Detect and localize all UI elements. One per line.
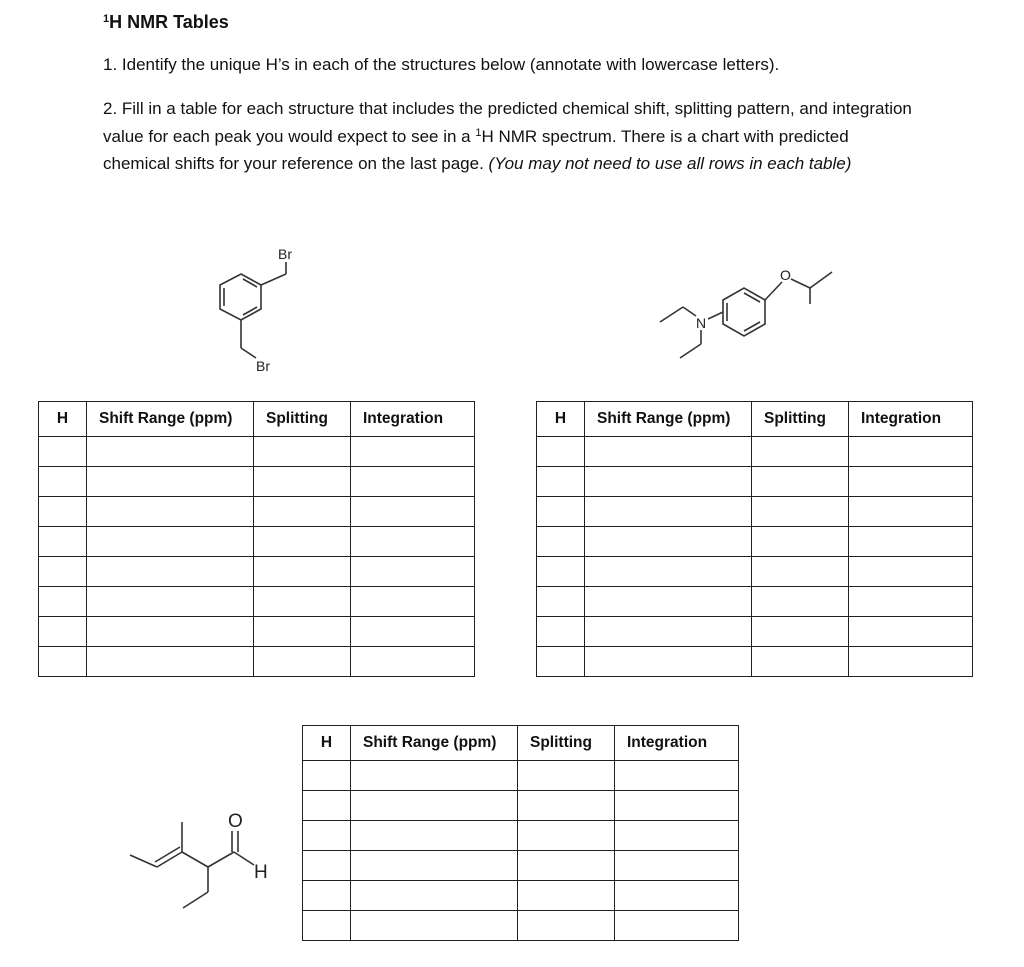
table-cell[interactable] [351, 911, 518, 941]
table-header-row [39, 402, 475, 437]
header-h: H [303, 726, 351, 761]
table-cell[interactable] [615, 911, 739, 941]
table-cell[interactable] [39, 587, 87, 617]
header-splitting: Splitting [518, 726, 615, 761]
table-cell[interactable] [537, 467, 585, 497]
table-cell[interactable] [537, 557, 585, 587]
table-cell[interactable] [849, 617, 973, 647]
table-row [39, 467, 475, 497]
table-cell[interactable] [39, 527, 87, 557]
table-cell[interactable] [303, 851, 351, 881]
nmr-table-1 [38, 401, 475, 677]
table-cell[interactable] [351, 467, 475, 497]
table-cell[interactable] [518, 791, 615, 821]
table-cell[interactable] [752, 437, 849, 467]
table-cell[interactable] [351, 647, 475, 677]
instruction-2 [103, 95, 918, 178]
table-cell[interactable] [254, 557, 351, 587]
table-cell[interactable] [615, 851, 739, 881]
table-cell[interactable] [303, 791, 351, 821]
table-row [537, 647, 973, 677]
header-shift-range: Shift Range (ppm) [351, 726, 518, 761]
table-cell[interactable] [537, 647, 585, 677]
table-cell[interactable] [752, 647, 849, 677]
table-cell[interactable] [518, 851, 615, 881]
table-cell[interactable] [39, 617, 87, 647]
table-cell[interactable] [351, 437, 475, 467]
table-cell[interactable] [351, 851, 518, 881]
table-cell[interactable] [351, 527, 475, 557]
table-row [39, 647, 475, 677]
table-cell[interactable] [254, 497, 351, 527]
structure-3-ethyl-methylpentenal [120, 805, 280, 915]
table-row [537, 527, 973, 557]
table-cell[interactable] [537, 437, 585, 467]
table-cell[interactable] [585, 647, 752, 677]
table-cell[interactable] [585, 587, 752, 617]
structure-2-diethylaminophenyl-isopropyl-ether [650, 258, 840, 368]
table-cell[interactable] [351, 497, 475, 527]
table-cell[interactable] [849, 437, 973, 467]
table-cell[interactable] [351, 821, 518, 851]
table-cell[interactable] [537, 527, 585, 557]
table-row [537, 587, 973, 617]
table-cell[interactable] [752, 617, 849, 647]
table-cell[interactable] [585, 527, 752, 557]
table-cell[interactable] [87, 647, 254, 677]
table-header-row [303, 726, 739, 761]
table-cell[interactable] [39, 497, 87, 527]
table-row [39, 437, 475, 467]
table-cell[interactable] [615, 881, 739, 911]
table-row [303, 881, 739, 911]
table-row [303, 791, 739, 821]
table-cell[interactable] [752, 527, 849, 557]
table-row [39, 557, 475, 587]
table-cell[interactable] [351, 587, 475, 617]
table-row [303, 911, 739, 941]
table-cell[interactable] [351, 881, 518, 911]
table-cell[interactable] [87, 497, 254, 527]
table-row [537, 557, 973, 587]
table-cell[interactable] [585, 437, 752, 467]
table-cell[interactable] [849, 527, 973, 557]
table-cell[interactable] [303, 881, 351, 911]
structure-1-dibromoxylene [200, 240, 310, 380]
table-cell[interactable] [615, 791, 739, 821]
table-cell[interactable] [87, 587, 254, 617]
header-shift-range: Shift Range (ppm) [585, 402, 752, 437]
header-splitting: Splitting [254, 402, 351, 437]
header-h: H [537, 402, 585, 437]
table-cell[interactable] [87, 437, 254, 467]
instruction-2-text-b: H NMR spectrum. There is a chart with predicted chemical shifts for your reference on the last page. [103, 126, 849, 173]
table-row [39, 617, 475, 647]
table-cell[interactable] [39, 437, 87, 467]
table-row [537, 437, 973, 467]
table-cell[interactable] [615, 821, 739, 851]
header-h: H [39, 402, 87, 437]
aldehyde-hydrogen-label: H [254, 862, 268, 883]
oxygen-label: O [780, 267, 791, 283]
table-cell[interactable] [585, 557, 752, 587]
table-cell[interactable] [849, 557, 973, 587]
bromine-label-top: Br [278, 246, 292, 262]
table-cell[interactable] [752, 557, 849, 587]
table-row [537, 617, 973, 647]
bromine-label-bottom: Br [256, 358, 270, 374]
aldehyde-oxygen-label: O [228, 811, 243, 832]
table-cell[interactable] [87, 467, 254, 497]
table-cell[interactable] [585, 617, 752, 647]
table-cell[interactable] [254, 617, 351, 647]
nmr-table-2 [536, 401, 973, 677]
page-title [103, 12, 229, 33]
table-cell[interactable] [537, 587, 585, 617]
table-row [537, 497, 973, 527]
table-cell[interactable] [254, 527, 351, 557]
table-cell[interactable] [254, 437, 351, 467]
table-cell[interactable] [351, 761, 518, 791]
instruction-2-superscript: 1 [475, 126, 482, 139]
table-cell[interactable] [39, 467, 87, 497]
table-cell[interactable] [849, 467, 973, 497]
table-row [303, 821, 739, 851]
table-row [39, 587, 475, 617]
header-splitting: Splitting [752, 402, 849, 437]
title-superscript: 1 [103, 13, 110, 25]
table-cell[interactable] [849, 647, 973, 677]
table-cell[interactable] [87, 557, 254, 587]
instruction-2-text-a: 2. Fill in a table for each structure that includes the predicted chemical shift, splitting pattern, and integration value for each peak you would expect to see in a [103, 99, 912, 146]
table-cell[interactable] [585, 467, 752, 497]
table-cell[interactable] [303, 761, 351, 791]
table-cell[interactable] [518, 881, 615, 911]
table-cell[interactable] [518, 821, 615, 851]
table-cell[interactable] [537, 617, 585, 647]
table-cell[interactable] [849, 587, 973, 617]
table-cell[interactable] [752, 467, 849, 497]
table-cell[interactable] [254, 647, 351, 677]
table-row [39, 527, 475, 557]
table-cell[interactable] [254, 467, 351, 497]
table-row [303, 761, 739, 791]
table-cell[interactable] [351, 557, 475, 587]
table-row [303, 851, 739, 881]
nmr-table-3 [302, 725, 739, 941]
table-cell[interactable] [303, 821, 351, 851]
table-cell[interactable] [518, 761, 615, 791]
nitrogen-label: N [696, 315, 707, 331]
table-cell[interactable] [849, 497, 973, 527]
table-cell[interactable] [87, 527, 254, 557]
table-cell[interactable] [615, 761, 739, 791]
instruction-2-italic-note: (You may not need to use all rows in each table) [488, 154, 852, 173]
header-integration: Integration [351, 402, 475, 437]
table-cell[interactable] [87, 617, 254, 647]
table-row [537, 467, 973, 497]
table-cell[interactable] [752, 497, 849, 527]
table-cell[interactable] [518, 911, 615, 941]
header-shift-range: Shift Range (ppm) [87, 402, 254, 437]
title-text: H NMR Tables [109, 12, 229, 32]
table-header-row [537, 402, 973, 437]
table-cell[interactable] [585, 497, 752, 527]
table-cell[interactable] [752, 587, 849, 617]
header-integration: Integration [849, 402, 973, 437]
table-cell[interactable] [254, 587, 351, 617]
table-cell[interactable] [537, 497, 585, 527]
table-row [39, 497, 475, 527]
table-cell[interactable] [303, 911, 351, 941]
table-cell[interactable] [351, 791, 518, 821]
header-integration: Integration [615, 726, 739, 761]
table-cell[interactable] [39, 647, 87, 677]
instruction-1: 1. Identify the unique H’s in each of the structures below (annotate with lowercase letters). [103, 55, 780, 74]
table-cell[interactable] [39, 557, 87, 587]
table-cell[interactable] [351, 617, 475, 647]
